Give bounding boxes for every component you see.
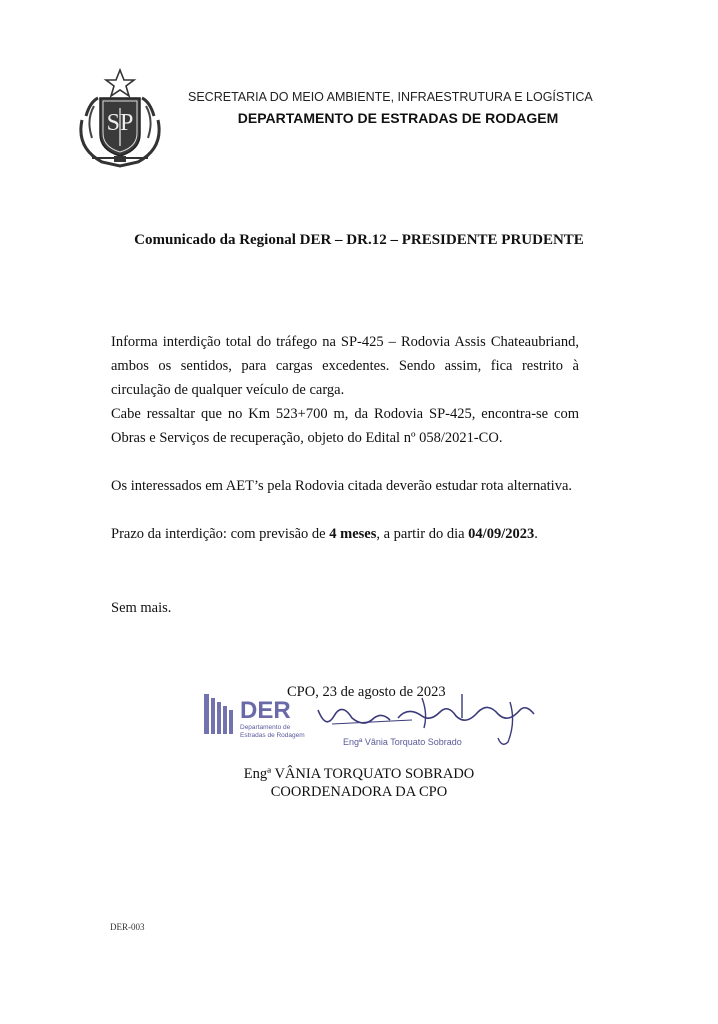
signer-role: COORDENADORA DA CPO [270,784,448,800]
stamp-text: DER [240,697,291,724]
seal-text: SP [106,110,134,136]
paragraph-alternative-route: Os interessados em AET’s pela Rodovia citada deverão estudar rota alternativa. [111,478,573,494]
closing-text: Sem mais. [111,600,172,616]
paragraph-works: Cabe ressaltar que no Km 523+700 m, da Rodovia SP-425, encontra-se com Obras e Serviços de recuperação, objeto do Edital nº 058/2021-CO. [111,406,579,446]
deadline-middle: , a partir do dia [376,526,469,542]
secretariat-name: SECRETARIA DO MEIO AMBIENTE, INFRAESTRUTURA E LOGÍSTICA [188,90,593,104]
city-date: CPO, 23 de agosto de 2023 [287,684,446,700]
signer-name: Engª VÂNIA TORQUATO SOBRADO [243,766,475,782]
deadline-prefix: Prazo da interdição: com previsão de [111,526,330,542]
document-body [111,330,579,546]
document-title: Comunicado da Regional DER – DR.12 – PRESIDENTE PRUDENTE [134,232,584,248]
form-code: DER-003 [110,922,145,932]
paragraph-interdiction: Informa interdição total do tráfego na SP-425 – Rodovia Assis Chateaubriand, ambos os sentidos, para cargas excedentes. Sendo assim, fica restrito à circulação de qualquer veículo de carga. [111,334,579,398]
signature-printed-name: Engª Vânia Torquato Sobrado [343,737,462,747]
handwritten-signature [312,688,542,758]
deadline-date: 04/09/2023 [468,526,535,542]
stamp-line2: Estradas de Rodagem [240,732,305,739]
paragraph-deadline [111,522,579,546]
deadline-duration: 4 meses [329,526,377,542]
stamp-line1: Departamento de [240,724,291,731]
deadline-suffix: . [534,526,538,542]
department-name: DEPARTAMENTO DE ESTRADAS DE RODAGEM [237,110,559,126]
sao-paulo-seal-icon [72,68,168,170]
